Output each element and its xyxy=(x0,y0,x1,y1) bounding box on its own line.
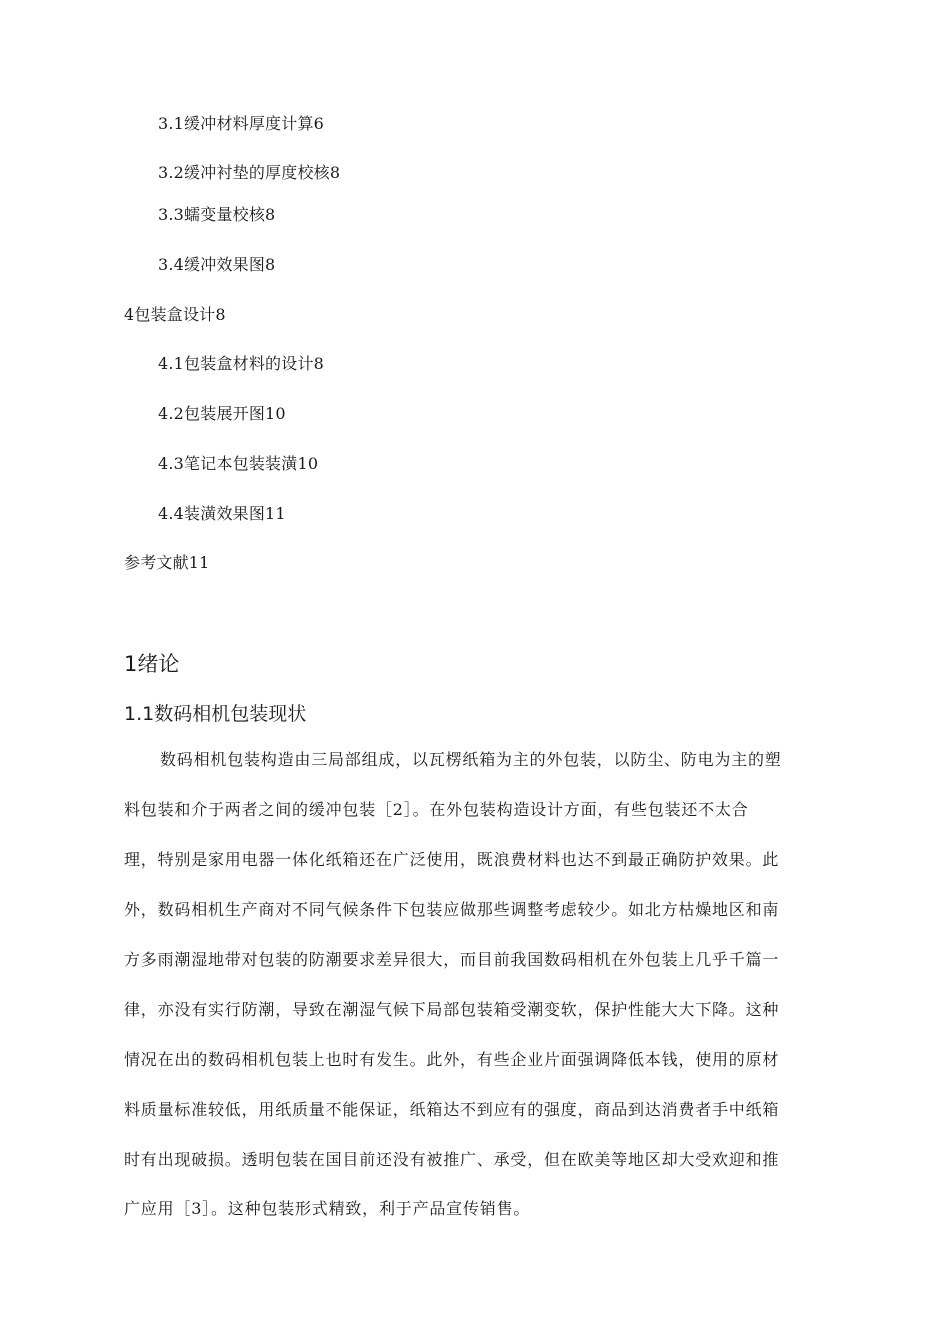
paragraph-line: 方多雨潮湿地带对包装的防潮要求差异很大，而目前我国数码相机在外包装上几乎千篇一 xyxy=(124,950,780,969)
paragraph-line: 情况在出的数码相机包装上也时有发生。此外，有些企业片面强调降低本钱，使用的原材 xyxy=(124,1050,780,1069)
paragraph-line: 料包装和介于两者之间的缓冲包装［2］。在外包装构造设计方面，有些包装还不太合 xyxy=(124,800,749,819)
paragraph-line: 料质量标准较低，用纸质量不能保证，纸箱达不到应有的强度，商品到达消费者手中纸箱 xyxy=(124,1100,780,1119)
paragraph-line: 理，特别是家用电器一体化纸箱还在广泛使用，既浪费材料也达不到最正确防护效果。此 xyxy=(124,850,780,869)
toc-item: 3.3蠕变量校核8 xyxy=(158,205,276,224)
toc-item: 4.3笔记本包装装潢10 xyxy=(158,454,319,473)
toc-item: 3.2缓冲衬垫的厚度校核8 xyxy=(158,163,341,182)
chapter-heading: 1绪论 xyxy=(124,652,180,676)
toc-item: 4包装盒设计8 xyxy=(124,305,226,324)
toc-item: 参考文献11 xyxy=(124,553,210,572)
section-heading: 1.1数码相机包装现状 xyxy=(124,703,307,725)
paragraph-line: 广应用［3］。这种包装形式精致，利于产品宣传销售。 xyxy=(124,1199,531,1218)
toc-item: 4.1包装盒材料的设计8 xyxy=(158,354,325,373)
paragraph-line: 律，亦没有实行防潮，导致在潮湿气候下局部包装箱受潮变软，保护性能大大下降。这种 xyxy=(124,1000,780,1019)
toc-item: 4.4装潢效果图11 xyxy=(158,504,286,523)
paragraph-line: 外，数码相机生产商对不同气候条件下包装应做那些调整考虑较少。如北方枯燥地区和南 xyxy=(124,900,780,919)
paragraph-line: 数码相机包装构造由三局部组成，以瓦楞纸箱为主的外包装，以防尘、防电为主的塑 xyxy=(160,750,782,769)
toc-item: 3.1缓冲材料厚度计算6 xyxy=(158,114,325,133)
toc-item: 3.4缓冲效果图8 xyxy=(158,255,276,274)
toc-item: 4.2包装展开图10 xyxy=(158,404,286,423)
paragraph-line: 时有出现破损。透明包装在国目前还没有被推广、承受，但在欧美等地区却大受欢迎和推 xyxy=(124,1150,780,1169)
